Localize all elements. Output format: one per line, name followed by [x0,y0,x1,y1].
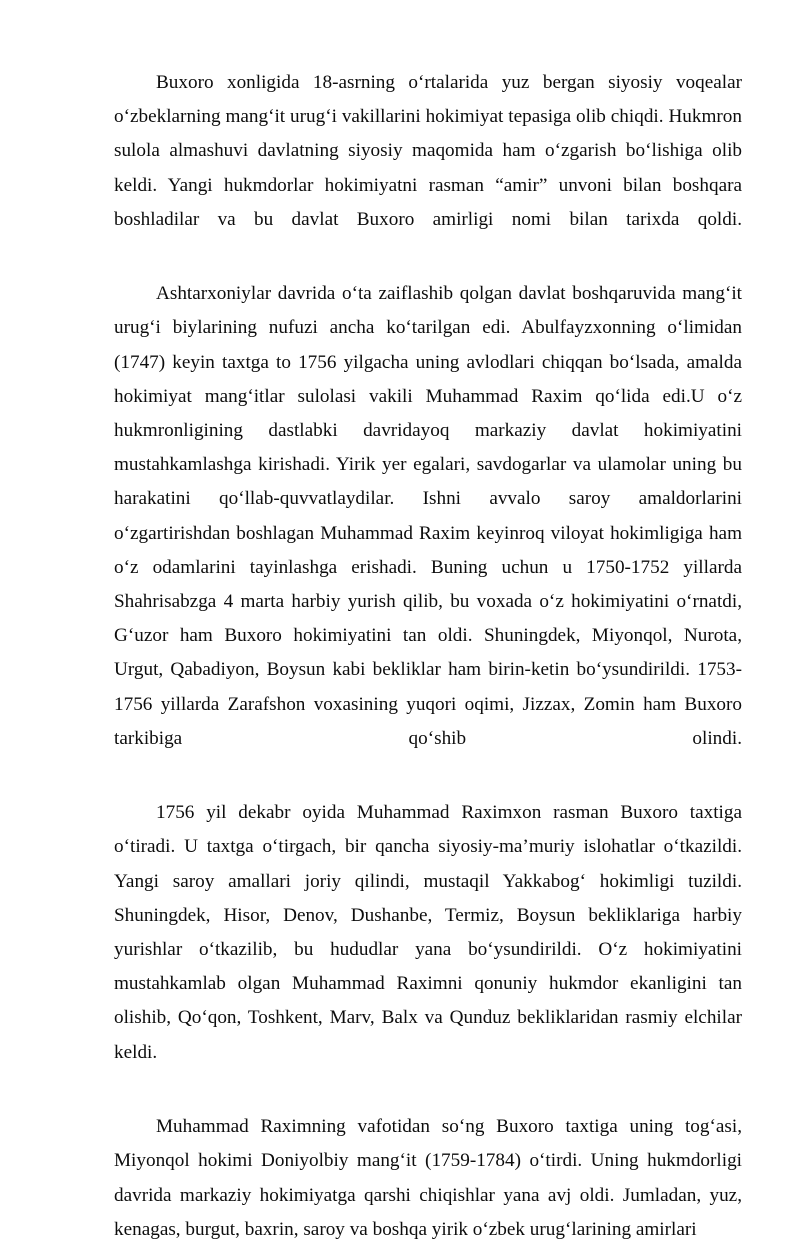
body-paragraph-1: Buxoro xonligida 18-asrning o‘rtalarida yuz bergan siyosiy voqealar o‘zbeklarning mang‘it urug‘i vakillarini hokimiyat tepasiga olib chiqdi. Hukmron sulola almashuvi davlatning siyosiy maqomida ham o‘zgarish bo‘lishiga olib keldi. Yangi hukmdorlar hokimiyatni rasman “amir” unvoni bilan boshqara boshladilar va bu davlat Buxoro amirligi nomi bilan tarixda qoldi. [114,72,742,230]
body-paragraph-4: Muhammad Raximning vafotidan so‘ng Buxoro taxtiga uning tog‘asi, Miyonqol hokimi Doniyolbiy mang‘it (1759-1784) o‘tirdi. Uning hukmdorligi davrida markaziy hokimiyatga qarshi chiqishlar yana avj oldi. Jumladan, yuz, kenagas, burgut, baxrin, saroy va boshqa yirik o‘zbek urug‘larining amirlari [114,1116,742,1240]
page-text-body [114,66,742,1247]
body-paragraph-3: 1756 yil dekabr oyida Muhammad Raximxon rasman Buxoro taxtiga o‘tiradi. U taxtga o‘tirgach, bir qancha siyosiy-ma’muriy islohatlar o‘tkazildi. Yangi saroy amallari joriy qilindi, mustaqil Yakkabog‘ hokimligi tuzildi. Shuningdek, Hisor, Denov, Dushanbe, Termiz, Boysun bekliklariga harbiy yurishlar o‘tkazilib, bu hududlar yana bo‘ysundirildi. O‘z hokimiyatini mustahkamlab olgan Muhammad Raximni qonuniy hukmdor ekanligini tan olishib, Qo‘qon, Toshkent, Marv, Balx va Qunduz bekliklaridan rasmiy elchilar keldi. [114,802,742,1063]
body-paragraph-2: Ashtarxoniylar davrida o‘ta zaiflashib qolgan davlat boshqaruvida mang‘it urug‘i biylarining nufuzi ancha ko‘tarilgan edi. Abulfayzxonning o‘limidan (1747) keyin taxtga to 1756 yilgacha uning avlodlari chiqqan bo‘lsada, amalda hokimiyat mang‘itlar sulolasi vakili Muhammad Raxim qo‘lida edi.U o‘z hukmronligining dastlabki davridayoq markaziy davlat hokimiyatini mustahkamlashga kirishadi. Yirik yer egalari, savdogarlar va ulamolar uning bu harakatini qo‘llab-quvvatlaydilar. Ishni avvalo saroy amaldorlarini o‘zgartirishdan boshlagan Muhammad Raxim keyinroq viloyat hokimligiga ham o‘z odamlarini tayinlashga erishadi. Buning uchun u 1750-1752 yillarda Shahrisabzga 4 marta harbiy yurish qilib, bu voxada o‘z hokimiyatini o‘rnatdi, G‘uzor ham Buxoro hokimiyatini tan oldi. Shuningdek, Miyonqol, Nurota, Urgut, Qabadiyon, Boysun kabi bekliklar ham birin-ketin bo‘ysundirildi. 1753-1756 yillarda Zarafshon voxasining yuqori oqimi, Jizzax, Zomin ham Buxoro tarkibiga qo‘shib olindi. [114,283,742,749]
